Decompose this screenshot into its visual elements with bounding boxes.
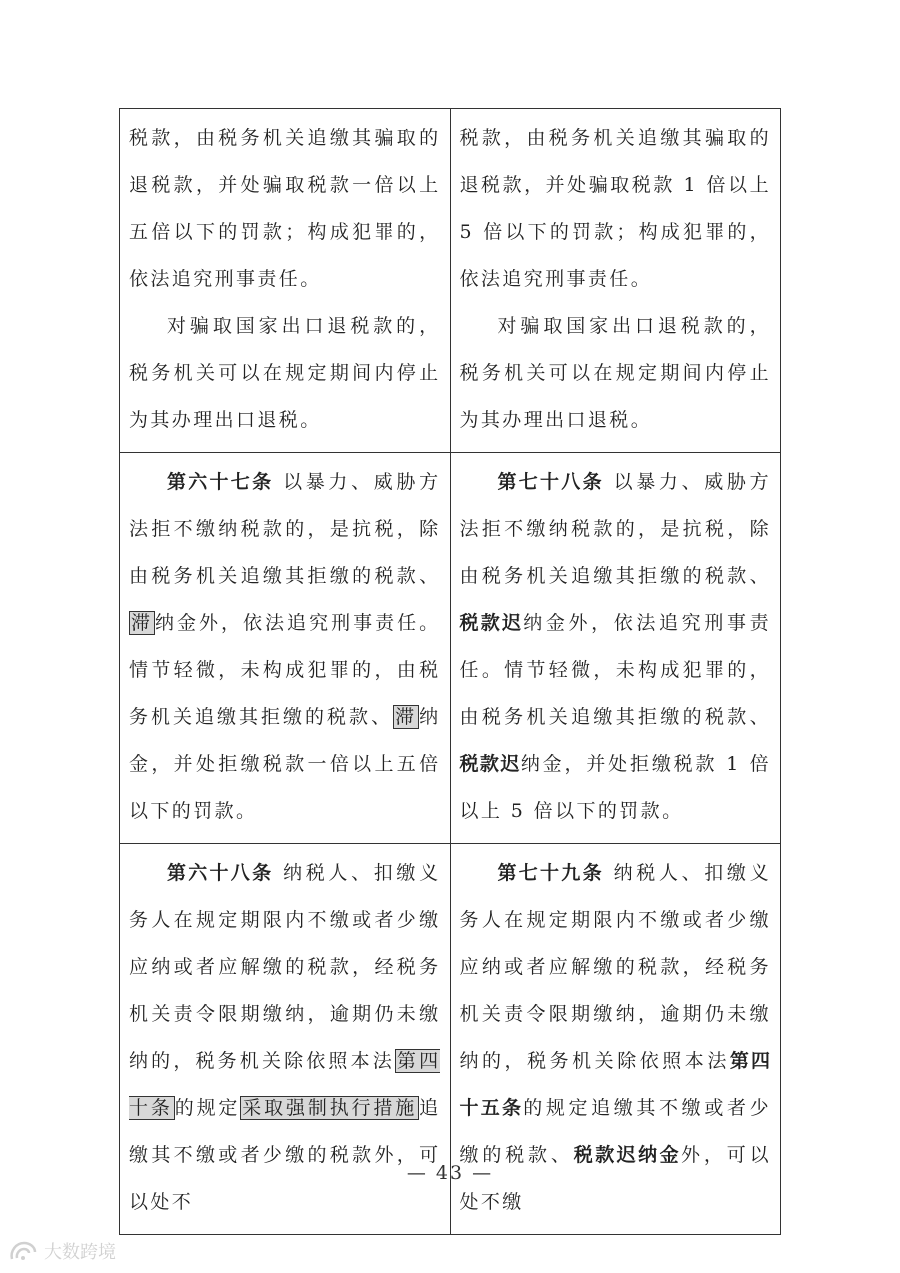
right-cell bbox=[450, 453, 781, 844]
marked-text: 采取强制执行措施 bbox=[242, 1097, 418, 1119]
text-run: 以暴力、威胁方法拒不缴纳税款的，是抗税，除由税务机关追缴其拒缴的税款、 bbox=[129, 471, 441, 587]
table-row bbox=[120, 109, 781, 453]
text-run: 的规定 bbox=[174, 1097, 241, 1119]
paragraph: 税款，由税务机关追缴其骗取的退税款，并处骗取税款 1 倍以上 5 倍以下的罚款；构成犯罪的，依法追究刑事责任。 bbox=[459, 127, 771, 290]
paragraph: 对骗取国家出口退税款的，税务机关可以在规定期间内停止为其办理出口退税。 bbox=[129, 315, 441, 431]
text-run: 纳金外，依法追究刑事责任。情节轻微，未构成犯罪的，由税务机关追缴其拒缴的税款、 bbox=[459, 612, 771, 728]
article-number: 第六十七条 bbox=[167, 471, 274, 493]
watermark-logo-icon bbox=[8, 1239, 38, 1263]
text-run: 的规定追缴其不缴或者少缴的税款、 bbox=[459, 1097, 771, 1166]
text-run: 以暴力、威胁方法拒不缴纳税款的，是抗税，除由税务机关追缴其拒缴的税款、 bbox=[459, 471, 771, 587]
watermark-text: 大数跨境 bbox=[44, 1242, 116, 1263]
text-run: 外，可以处不缴 bbox=[459, 1144, 771, 1213]
bold-text: 第四十五条 bbox=[459, 1050, 771, 1119]
article-paragraph bbox=[129, 459, 441, 835]
bold-text: 税款迟纳金 bbox=[573, 1144, 682, 1166]
table-row bbox=[120, 453, 781, 844]
article-number: 第七十九条 bbox=[497, 862, 604, 884]
article-paragraph bbox=[460, 459, 772, 835]
left-cell bbox=[120, 109, 451, 453]
paragraph: 对骗取国家出口退税款的，税务机关可以在规定期间内停止为其办理出口退税。 bbox=[459, 315, 771, 431]
bold-text: 税款迟 bbox=[459, 612, 524, 634]
text-run: 纳金，并处拒缴税款一倍以上五倍以下的罚款。 bbox=[129, 706, 441, 822]
watermark bbox=[8, 1238, 116, 1264]
page-number: — 43 — bbox=[406, 1162, 494, 1184]
left-cell bbox=[120, 453, 451, 844]
paragraph: 税款，由税务机关追缴其骗取的退税款，并处骗取税款一倍以上五倍以下的罚款；构成犯罪的，依法追究刑事责任。 bbox=[129, 127, 441, 290]
marked-text: 滞 bbox=[395, 706, 418, 728]
text-run: 纳税人、扣缴义务人在规定期限内不缴或者少缴应纳或者应解缴的税款，经税务机关责令限期缴纳，逾期仍未缴纳的，税务机关除依照本法 bbox=[129, 862, 441, 1072]
text-run: 纳金外，依法追究刑事责任。情节轻微，未构成犯罪的，由税务机关追缴其拒缴的税款、 bbox=[129, 612, 441, 728]
text-run: 纳税人、扣缴义务人在规定期限内不缴或者少缴应纳或者应解缴的税款，经税务机关责令限期缴纳，逾期仍未缴纳的，税务机关除依照本法 bbox=[459, 862, 771, 1072]
marked-text: 第四十条 bbox=[129, 1050, 441, 1119]
bold-text: 税款迟 bbox=[459, 753, 521, 775]
marked-text: 滞 bbox=[131, 612, 154, 634]
text-run: 纳金，并处拒缴税款 1 倍以上 5 倍以下的罚款。 bbox=[459, 753, 771, 822]
article-number: 第七十八条 bbox=[497, 471, 604, 493]
text-run: 追缴其不缴或者少缴的税款外，可以处不 bbox=[129, 1097, 441, 1213]
article-number: 第六十八条 bbox=[167, 862, 274, 884]
comparison-table bbox=[119, 108, 781, 1235]
right-cell bbox=[450, 109, 781, 453]
